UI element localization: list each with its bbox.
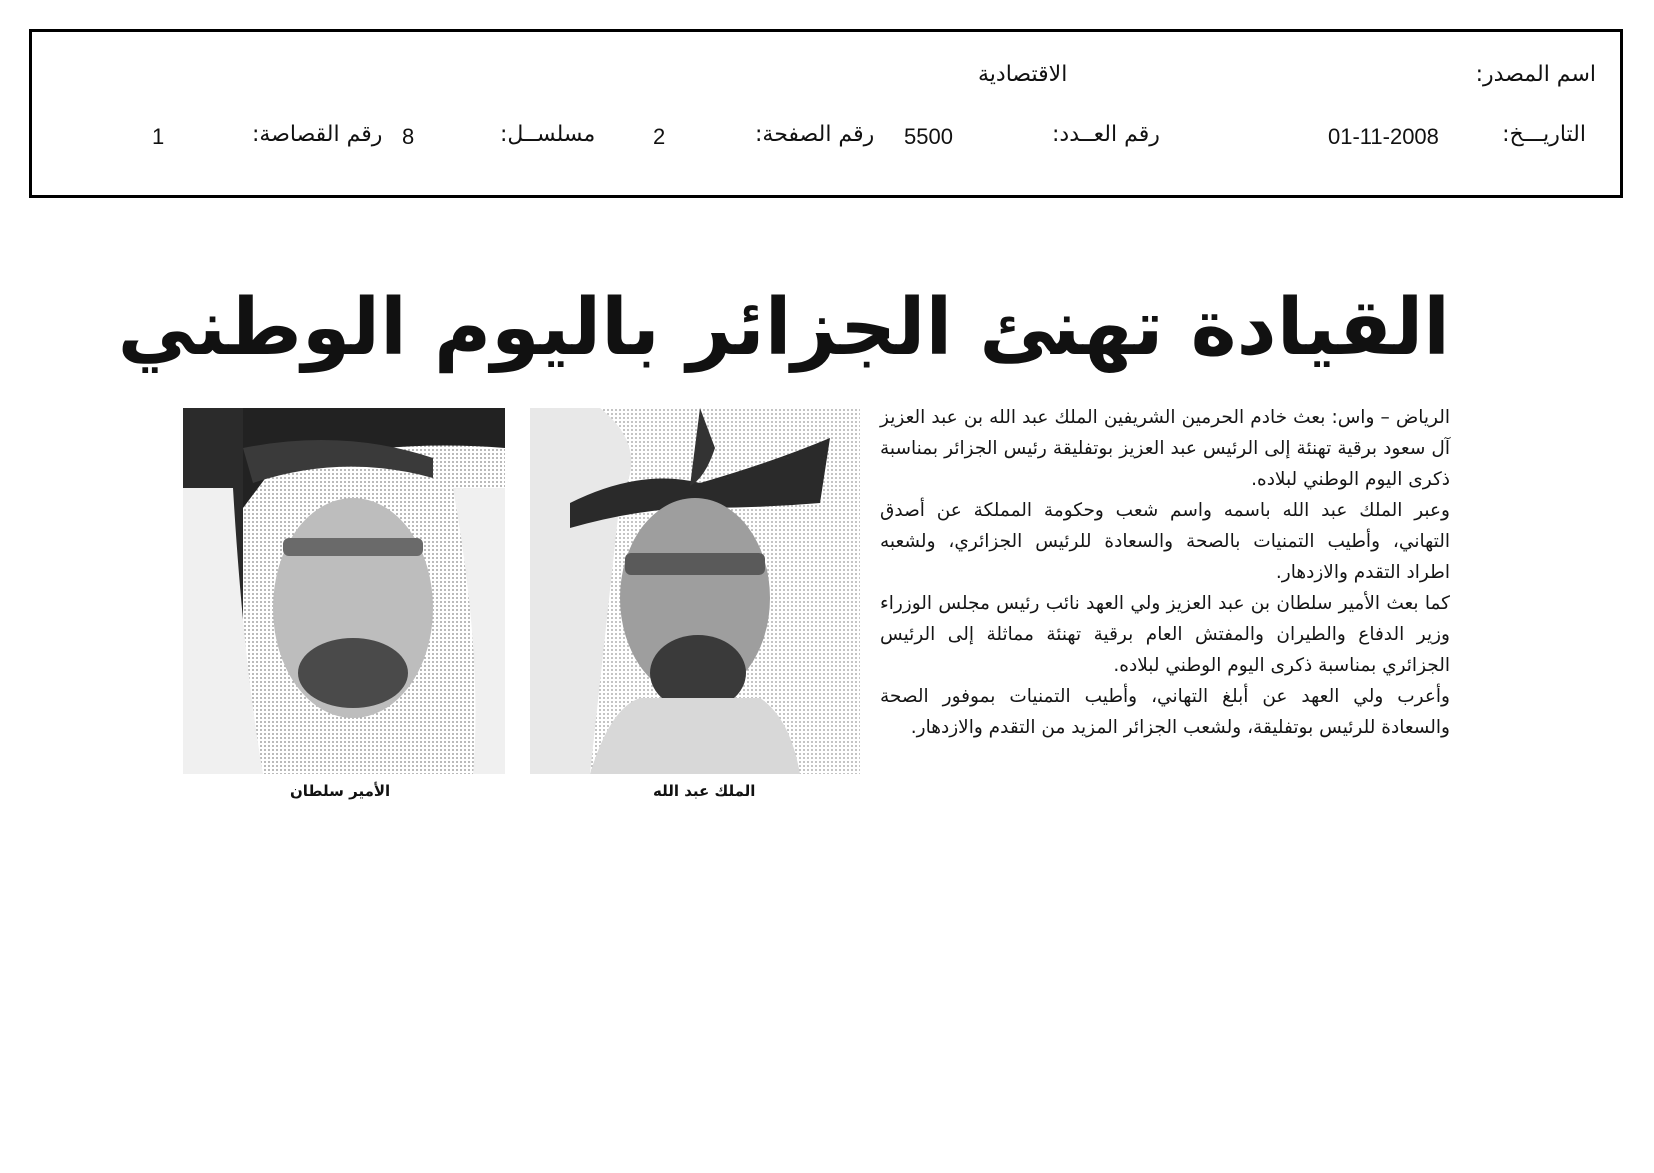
photo-caption-king-abdullah: الملك عبد الله bbox=[653, 782, 756, 800]
clipping-metadata-box bbox=[29, 29, 1623, 198]
portrait-illustration bbox=[183, 408, 505, 774]
article-headline: القيادة تهنئ الجزائر باليوم الوطني bbox=[117, 283, 1450, 373]
serial-value: 8 bbox=[402, 124, 415, 149]
page-value: 2 bbox=[653, 124, 666, 149]
photo-king-abdullah bbox=[530, 408, 860, 774]
photo-caption-prince-sultan: الأمير سلطان bbox=[290, 782, 391, 800]
date-value: 01-11-2008 bbox=[1328, 124, 1439, 149]
serial-label: مسلســل: bbox=[500, 122, 596, 147]
source-label: اسم المصدر: bbox=[1475, 62, 1596, 87]
date-label: التاريـــخ: bbox=[1502, 122, 1586, 147]
page-label: رقم الصفحة: bbox=[755, 122, 875, 147]
issue-label: رقم العــدد: bbox=[1052, 122, 1160, 147]
photo-prince-sultan bbox=[183, 408, 505, 774]
portrait-illustration bbox=[530, 408, 860, 774]
clip-number-label: رقم القصاصة: bbox=[252, 122, 383, 147]
article-paragraph: وعبر الملك عبد الله باسمه واسم شعب وحكومة المملكة عن أصدق التهاني، وأطيب التمنيات بالصحة والسعادة للرئيس الجزائري، ولشعبه اطراد التقدم والازدهار. bbox=[880, 500, 1450, 583]
source-value: الاقتصادية bbox=[978, 62, 1068, 87]
issue-value: 5500 bbox=[904, 124, 953, 149]
article-paragraph: وأعرب ولي العهد عن أبلغ التهاني، وأطيب التمنيات بموفور الصحة والسعادة للرئيس بوتفليقة، ولشعب الجزائر المزيد من التقدم والازدهار. bbox=[880, 686, 1450, 738]
clip-number-value: 1 bbox=[152, 124, 165, 149]
article-body bbox=[880, 402, 1450, 743]
article-paragraph: كما بعث الأمير سلطان بن عبد العزيز ولي العهد نائب رئيس مجلس الوزراء وزير الدفاع والطيران والمفتش العام برقية تهنئة مماثلة إلى الرئيس الجزائري بمناسبة ذكرى اليوم الوطني لبلاده. bbox=[880, 593, 1450, 676]
article-paragraph: الرياض – واس: بعث خادم الحرمين الشريفين الملك عبد الله بن عبد العزيز آل سعود برقية تهنئة إلى الرئيس عبد العزيز بوتفليقة رئيس الجزائر بمناسبة ذكرى اليوم الوطني لبلاده. bbox=[880, 407, 1450, 490]
